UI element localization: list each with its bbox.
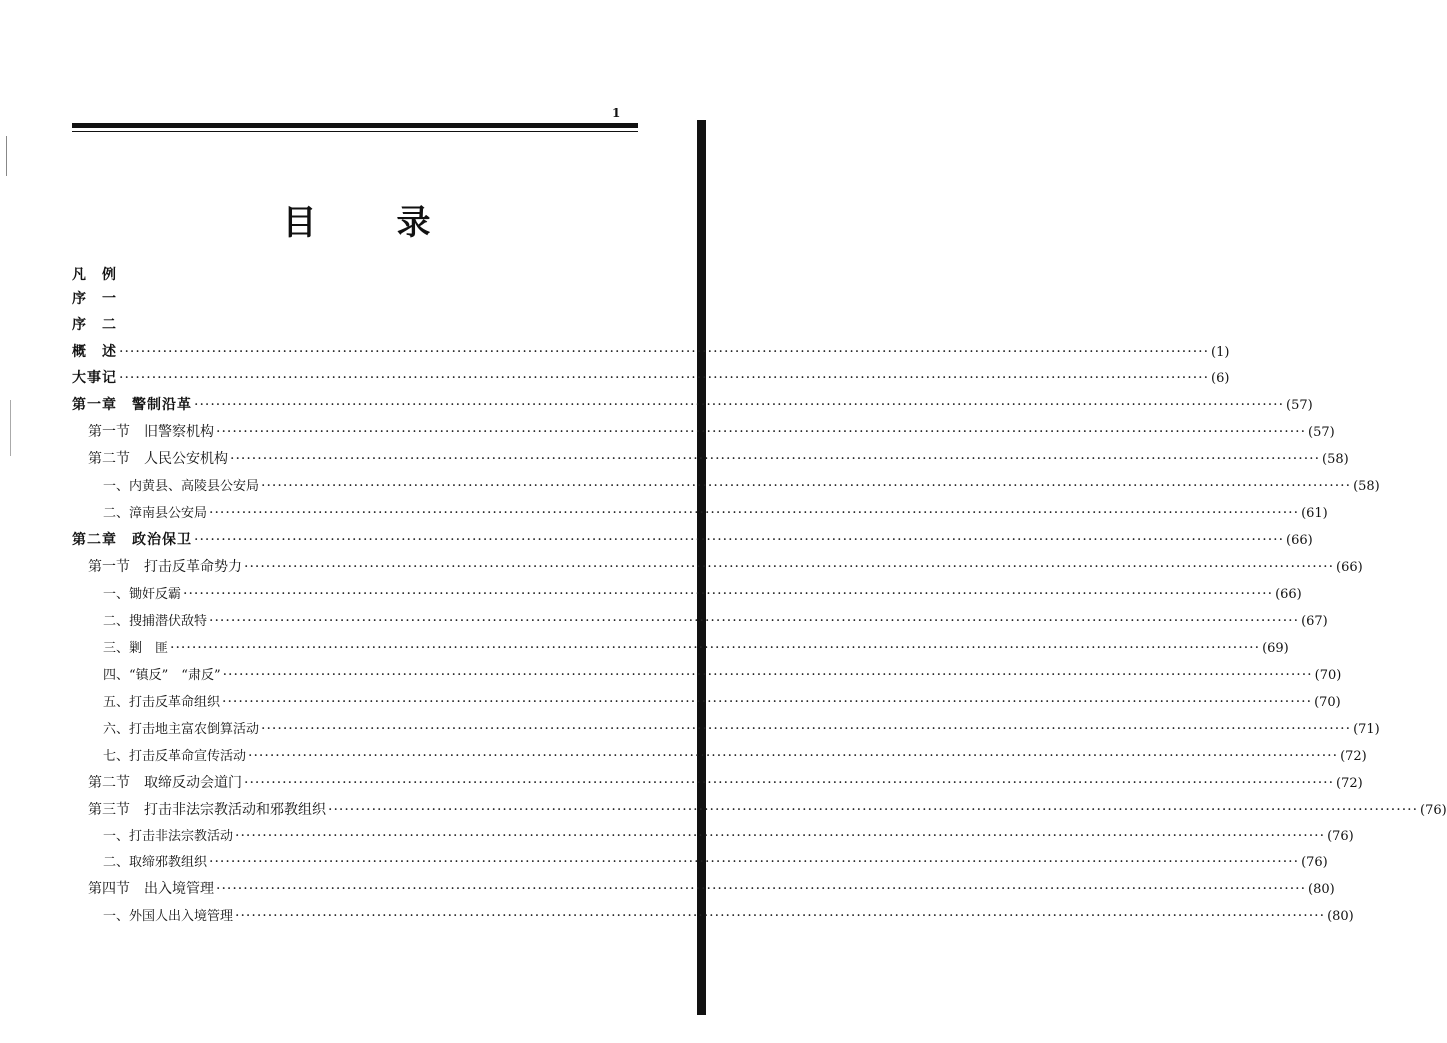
toc-leader-dots: ········································································································································································································ [170,640,1261,656]
toc-leader-dots: ········································································································································································································ [222,694,1313,710]
toc-entry [88,556,1363,578]
toc-entry-page: (66) [1286,533,1313,548]
toc-entry [103,637,1289,659]
toc-entry [103,905,1354,927]
toc-entry-page: (80) [1308,882,1335,897]
toc-entry-page: (58) [1322,452,1349,467]
title-char-1: 目 [282,203,317,243]
toc-leader-dots: ········································································································································································································ [235,908,1326,924]
toc-entry-label: 一、打击非法宗教活动 [103,829,234,844]
toc-entry-label: 五、打击反革命组织 [103,695,221,710]
toc-entry-label: 七、打击反革命宣传活动 [103,749,247,764]
toc-entry [103,502,1328,524]
toc-leader-dots: ········································································································································································································ [230,451,1321,467]
title-char-2: 录 [396,203,431,243]
toc-entry-label: 一、外国人出入境管理 [103,909,234,924]
toc-leader-dots: ········································································································································································································ [261,721,1352,737]
toc-entry [72,394,1313,416]
toc-entry-label: 二、搜捕潜伏敌特 [103,614,208,629]
toc-entry [103,825,1354,847]
toc-entry [72,288,634,310]
toc-entry [72,264,634,286]
toc-leader-dots: ········································································································································································································ [119,370,1210,386]
toc-entry [103,583,1302,605]
toc-entry [72,314,634,336]
toc-leader-dots: ········································································································································································································ [194,397,1285,413]
toc-entry-label: 大事记 [72,370,117,386]
header-rule-thin [72,131,638,132]
toc-entry-label: 一、锄奸反霸 [103,587,182,602]
toc-entry-page: (72) [1336,776,1363,791]
toc-entry-label: 序 二 [72,317,117,333]
toc-entry-page: (61) [1301,506,1328,521]
scan-artifact [6,136,7,176]
toc-entry-label: 一、内黄县、高陵县公安局 [103,479,260,494]
toc-entry-page: (58) [1353,479,1380,494]
toc-entry-label: 凡 例 [72,267,117,283]
toc-entry [72,367,1230,389]
toc-entry-label: 三、剿 匪 [103,641,169,656]
toc-leader-dots: ········································································································································································································ [244,559,1335,575]
scan-artifact [10,400,11,456]
toc-entry [103,664,1342,686]
toc-entry-label: 概 述 [72,344,117,360]
toc-entry-label: 第一节 旧警察机构 [88,424,214,440]
toc-entry [103,718,1380,740]
toc-entry [88,772,1363,794]
toc-entry-page: (71) [1353,722,1380,737]
toc-entry-label: 六、打击地主富农倒算活动 [103,722,260,737]
toc-entry-label: 二、漳南县公安局 [103,506,208,521]
toc-leader-dots: ········································································································································································································ [235,828,1326,844]
toc-leader-dots: ········································································································································································································ [261,478,1352,494]
toc-entry-page: (76) [1327,829,1354,844]
toc-leader-dots: ········································································································································································································ [194,532,1285,548]
toc-entry-page: (72) [1340,749,1367,764]
toc-entry-label: 二、取缔邪教组织 [103,855,208,870]
toc-leader-dots: ········································································································································································································ [244,775,1335,791]
toc-leader-dots: ········································································································································································································ [209,613,1300,629]
toc-entry-label: 第二章 政治保卫 [72,532,192,548]
toc-entry-page: (57) [1308,425,1335,440]
toc-leader-dots: ········································································································································································································ [216,881,1307,897]
toc-entry-page: (76) [1420,803,1447,818]
toc-leader-dots: ········································································································································································································ [328,802,1419,818]
toc-leader-dots: ········································································································································································································ [119,344,1210,360]
toc-entry-page: (6) [1211,371,1230,386]
toc-leader-dots: ········································································································································································································ [209,854,1300,870]
toc-entry-label: 四、“镇反” “肃反” [103,668,221,683]
page-number: 1 [612,106,621,120]
toc-entry-page: (66) [1275,587,1302,602]
toc-entry [88,878,1335,900]
toc-entry [103,851,1328,873]
toc-entry [88,421,1335,443]
toc-leader-dots: ········································································································································································································ [183,586,1274,602]
toc-entry-page: (57) [1286,398,1313,413]
toc-entry-page: (70) [1314,695,1341,710]
toc-entry-page: (80) [1327,909,1354,924]
toc-leader-dots: ········································································································································································································ [248,748,1339,764]
toc-entry [103,691,1341,713]
toc-entry [103,610,1328,632]
toc-entry-label: 第一章 警制沿革 [72,397,192,413]
toc-entry-label: 第三节 打击非法宗教活动和邪教组织 [88,802,326,818]
toc-entry [103,745,1367,767]
toc-entry-label: 第二节 取缔反动会道门 [88,775,242,791]
toc-entry [88,799,1447,821]
header-rule-thick [72,123,638,128]
toc-entry-page: (66) [1336,560,1363,575]
toc-entry-label: 序 一 [72,291,117,307]
toc-entry [103,475,1380,497]
toc-entry-page: (1) [1211,345,1230,360]
toc-entry-page: (69) [1262,641,1289,656]
toc-leader-dots: ········································································································································································································ [209,505,1300,521]
toc-entry [88,448,1349,470]
toc-entry-page: (67) [1301,614,1328,629]
toc-entry-page: (76) [1301,855,1328,870]
toc-entry [72,341,1230,363]
toc-leader-dots: ········································································································································································································ [222,667,1313,683]
toc-entry [72,529,1313,551]
toc-entry-page: (70) [1314,668,1342,683]
toc-entry-label: 第二节 人民公安机构 [88,451,228,467]
page-title [0,195,713,244]
toc-leader-dots: ········································································································································································································ [216,424,1307,440]
toc-entry-label: 第四节 出入境管理 [88,881,214,897]
toc-entry-label: 第一节 打击反革命势力 [88,559,242,575]
